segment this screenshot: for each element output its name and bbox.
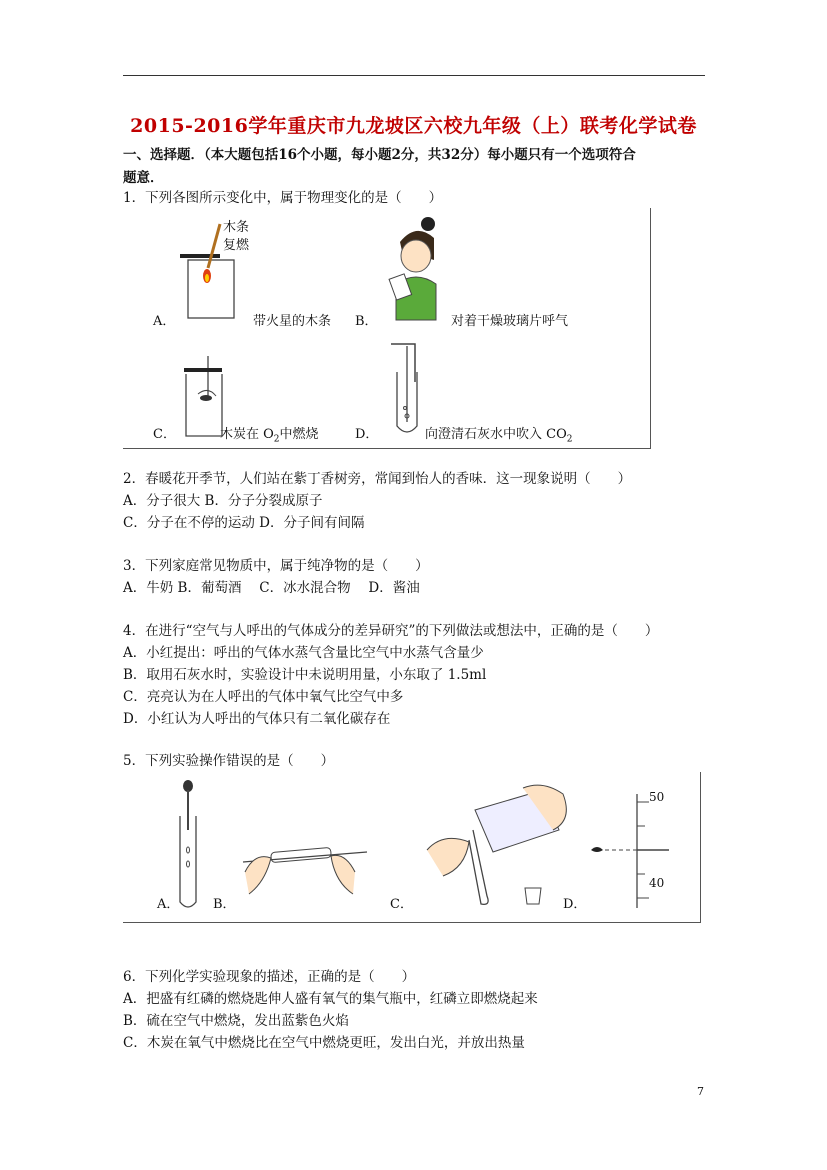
fig-c-caption-pre: 木炭在 O [220,427,274,442]
fig-b-letter: B． [355,314,378,329]
question-6-option-a: A．把盛有红磷的燃烧匙伸人盛有氧气的集气瓶中，红磷立即燃烧起来 [123,991,538,1007]
question-4-option-b: B．取用石灰水时，实验设计中未说明用量，小东取了 1.5ml [123,667,487,683]
girl-breathing-illustration [378,214,448,324]
dropper-in-test-tube-illustration [175,780,201,910]
question-5-stem: 5．下列实验操作错误的是（ ） [123,753,335,769]
fig-c-caption-sub: 2 [273,434,280,445]
page-title: 2015-2016学年重庆市九龙坡区六校九年级（上）联考化学试卷 [130,115,697,137]
question-1-figure [123,208,651,449]
cylinder-scale-bottom: 40 [649,876,665,890]
fig-d-letter: D． [355,427,379,442]
q5-fig-d-letter: D． [563,897,587,912]
question-5-figure [123,772,701,923]
q5-fig-a-letter: A． [157,897,180,912]
q5-fig-c-letter: C． [390,897,413,912]
fig-d-caption-pre: 向澄清石灰水中吹入 CO [425,427,567,442]
fig-d-caption [425,423,572,445]
fig-b-caption: 对着干燥玻璃片呼气 [451,314,569,329]
question-4-option-c: C．亮亮认为在人呼出的气体中氧气比空气中多 [123,689,404,705]
pouring-liquid-illustration [413,780,583,915]
graduated-cylinder-eye-illustration [587,792,677,912]
fig-c-caption-post: 中燃烧 [279,427,319,442]
question-4-option-d: D．小红认为人呼出的气体只有二氧化碳存在 [123,711,391,727]
header-rule [123,75,705,76]
section-heading-line2: 题意． [123,170,164,186]
fig-a-note-2: 复燃 [223,238,250,253]
question-2-options-ab: A．分子很大 B．分子分裂成原子 [123,493,323,509]
question-1-stem: 1．下列各图所示变化中，属于物理变化的是（ ） [123,190,443,206]
question-3-stem: 3．下列家庭常见物质中，属于纯净物的是（ ） [123,558,429,574]
q5-fig-b-letter: B． [213,897,236,912]
page-number: 7 [697,1085,704,1098]
question-6-stem: 6．下列化学实验现象的描述，正确的是（ ） [123,969,416,985]
question-6-option-b: B．硫在空气中燃烧，发出蓝紫色火焰 [123,1013,349,1029]
question-2-stem: 2．春暖花开季节，人们站在紫丁香树旁，常闻到怡人的香味．这一现象说明（ ） [123,471,632,487]
cylinder-scale-top: 50 [649,790,665,804]
fig-d-caption-sub: 2 [566,434,573,445]
question-4-stem: 4．在进行“空气与人呼出的气体成分的差异研究”的下列做法或想法中，正确的是（ ） [123,623,659,639]
section-heading [123,144,723,190]
fig-a-note-1: 木条 [223,220,250,235]
fig-c-letter: C． [153,427,176,442]
section-heading-line1: 一、选择题．（本大题包括16个小题，每小题2分，共32分）每小题只有一个选项符合 [123,147,636,163]
question-2-options-cd: C．分子在不停的运动 D．分子间有间隔 [123,515,365,531]
question-6-option-c: C．木炭在氧气中燃烧比在空气中燃烧更旺，发出白光，并放出热量 [123,1035,525,1051]
question-3-options: A．牛奶 B．葡萄酒 C．冰水混合物 D．酱油 [123,580,420,596]
hands-holding-tube-illustration [235,832,375,902]
question-4-option-a: A．小红提出：呼出的气体水蒸气含量比空气中水蒸气含量少 [123,645,484,661]
fig-a-letter: A． [153,314,176,329]
fig-a-caption: 带火星的木条 [253,314,332,329]
fig-c-caption [220,423,319,445]
